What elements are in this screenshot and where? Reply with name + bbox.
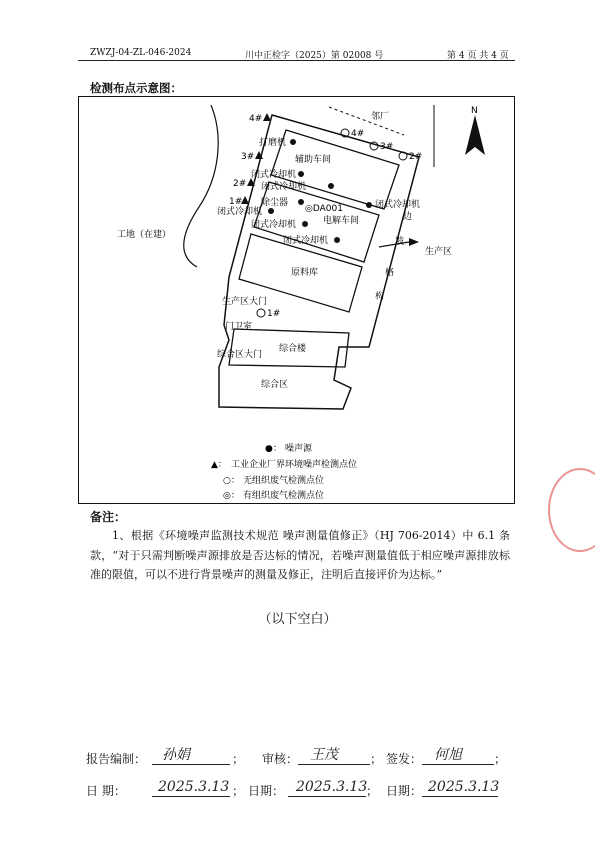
north-label: N bbox=[471, 106, 478, 116]
prepared-by-signature bbox=[152, 742, 232, 766]
production-area-label: 生产区 bbox=[425, 247, 453, 257]
prepared-by-underline bbox=[152, 764, 230, 765]
svg-text:2025.3.13: 2025.3.13 bbox=[428, 779, 500, 795]
legend-text-organized-gas: 有组织废气检测点位 bbox=[243, 491, 325, 501]
land-label: 工地（在建） bbox=[117, 230, 172, 240]
neighbor-dashed-line bbox=[329, 107, 404, 135]
production-arrowhead bbox=[409, 238, 419, 246]
cooler-label-5: 闭式冷却机 bbox=[251, 220, 297, 230]
date-issued bbox=[424, 774, 500, 798]
date-reviewed-underline bbox=[288, 796, 366, 797]
gas-point-1-label: 1# bbox=[267, 309, 281, 319]
section-title: 检测布点示意图： bbox=[90, 81, 182, 95]
svg-text:2025.3.13: 2025.3.13 bbox=[158, 779, 230, 795]
reviewed-by-underline bbox=[298, 764, 370, 765]
guard-room-label: 门卫室 bbox=[225, 322, 253, 332]
noise-point-3-label: 3# bbox=[241, 152, 255, 162]
header-divider bbox=[78, 60, 515, 61]
noise-point-4-icon bbox=[263, 113, 271, 121]
layout-diagram bbox=[79, 97, 516, 505]
cooler-label-6: 闭式冷却机 bbox=[283, 236, 329, 246]
official-seal-edge bbox=[548, 468, 595, 552]
svg-text:2025.3.13: 2025.3.13 bbox=[296, 779, 368, 795]
date-label-prepared: 日 期： bbox=[86, 784, 126, 798]
gas-point-2-label: 2# bbox=[409, 152, 423, 162]
issued-by-label: 签发： bbox=[386, 752, 423, 766]
noise-source-marker bbox=[366, 202, 372, 208]
legend-symbol-noise-source: ●： bbox=[265, 444, 282, 454]
legend-symbol-organized-gas: ◎： bbox=[223, 491, 240, 501]
noise-source-marker bbox=[302, 221, 308, 227]
issued-by-signature bbox=[424, 742, 494, 766]
complex-gate-label: 综合区大门 bbox=[217, 350, 263, 360]
legend-symbol-unorganized-gas: ○： bbox=[223, 476, 240, 486]
cooler-label-3: 闭式冷却机 bbox=[375, 200, 421, 210]
cooler-label-1: 闭式冷却机 bbox=[251, 170, 297, 180]
reviewed-by-signature bbox=[300, 742, 370, 766]
legend bbox=[211, 442, 357, 501]
noise-source-marker bbox=[328, 183, 334, 189]
gas-point-4-label: 4# bbox=[351, 129, 365, 139]
gas-point-3-icon bbox=[370, 142, 378, 150]
noise-point-2-label: 2# bbox=[233, 179, 247, 189]
north-arrow-icon bbox=[465, 115, 485, 155]
svg-text:孙娟: 孙娟 bbox=[162, 747, 190, 763]
blank-note: （以下空白） bbox=[258, 612, 337, 627]
lattice-label-2: 构 bbox=[375, 292, 385, 302]
legend-text-noise-source: 噪声源 bbox=[285, 444, 313, 454]
noise-source-marker bbox=[298, 171, 304, 177]
office-label: 综合楼 bbox=[279, 344, 307, 354]
cooler-label-2: 闭式冷却机 bbox=[261, 182, 307, 192]
noise-point-1-label: 1# bbox=[229, 197, 243, 207]
lattice-label-1: 格 bbox=[385, 268, 395, 278]
page-number: 第 4 页 共 4 页 bbox=[447, 51, 509, 61]
slope-label: 坡 bbox=[395, 237, 405, 247]
da001-label: ◎DA001 bbox=[305, 204, 343, 214]
date-prepared-underline bbox=[152, 796, 230, 797]
production-gate-label: 生产区大门 bbox=[222, 297, 268, 307]
boundary-curve bbox=[184, 105, 218, 267]
legend-text-noise-point: 工业企业厂界环境噪声检测点位 bbox=[231, 460, 358, 470]
reviewed-by-label: 审核： bbox=[262, 752, 299, 766]
issued-by-underline bbox=[422, 764, 494, 765]
noise-source-marker bbox=[268, 208, 274, 214]
noise-source-marker bbox=[334, 237, 340, 243]
legend-symbol-noise-point: ▲： bbox=[211, 460, 227, 470]
dust-collector-label: 除尘器 bbox=[261, 198, 289, 208]
production-arrow-line bbox=[379, 242, 409, 247]
note-title: 备注： bbox=[90, 510, 127, 524]
date-label-issued: 日期： bbox=[386, 784, 423, 798]
date-label-reviewed: 日期： bbox=[248, 784, 285, 798]
side-label: 边 bbox=[403, 212, 413, 222]
raw-material-label: 原料库 bbox=[291, 268, 319, 278]
note-text: 1、根据《环境噪声监测技术规范 噪声测量值修正》（HJ 706-2014）中 6.1 条款，“对于只需判断噪声源排放是否达标的情况，若噪声测量值低于相应噪声源排放标准的限值，可以不进行背景噪声的测量及修正，注明后直接评价为达标。” bbox=[90, 529, 510, 581]
gas-point-1-icon bbox=[257, 309, 265, 317]
complex-label: 综合区 bbox=[261, 380, 289, 390]
legend-text-unorganized-gas: 无组织废气检测点位 bbox=[243, 476, 325, 486]
svg-text:何旭: 何旭 bbox=[434, 747, 462, 763]
punch-label: 打磨机 bbox=[259, 138, 287, 148]
electrolysis-label: 电解车间 bbox=[323, 216, 360, 226]
date-prepared bbox=[152, 774, 232, 798]
noise-source-marker bbox=[290, 139, 296, 145]
aux-workshop-label: 辅助车间 bbox=[295, 155, 332, 165]
svg-text:王茂: 王茂 bbox=[310, 747, 338, 763]
noise-source-marker bbox=[298, 199, 304, 205]
certificate-number: 川中正检字（2025）第 02008 号 bbox=[245, 51, 384, 61]
date-issued-underline bbox=[422, 796, 498, 797]
gas-point-3-label: 3# bbox=[380, 142, 394, 152]
prepared-by-label: 报告编制： bbox=[86, 752, 147, 766]
noise-point-4-label: 4# bbox=[249, 114, 263, 124]
neighbor-label: 邻厂 bbox=[371, 112, 390, 122]
report-number: ZWZJ-04-ZL-046-2024 bbox=[90, 48, 192, 58]
date-reviewed bbox=[290, 774, 370, 798]
cooler-label-4: 闭式冷却机 bbox=[217, 207, 263, 217]
layout-diagram-frame bbox=[78, 96, 515, 504]
